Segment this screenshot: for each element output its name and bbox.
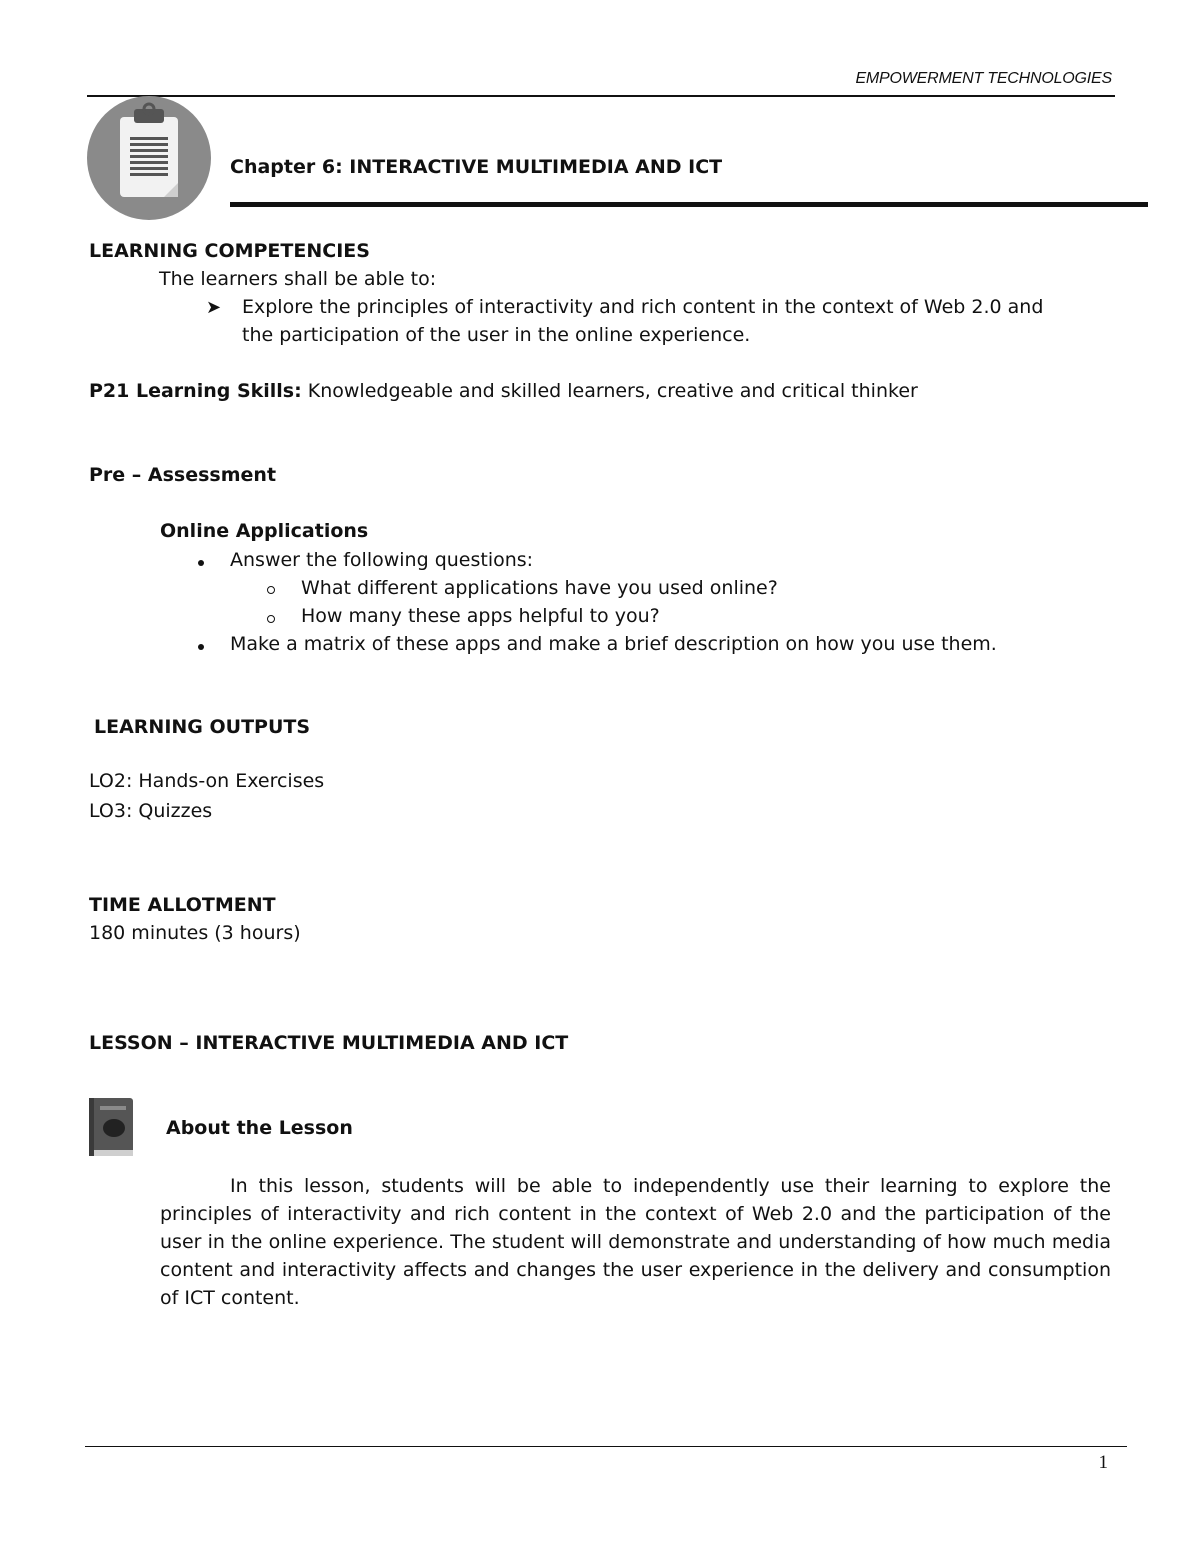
- learning-output-item: LO2: Hands-on Exercises: [89, 770, 325, 792]
- pre-assessment-sub-bullet-1: What different applications have you used online?: [301, 577, 778, 599]
- p21-text: Knowledgeable and skilled learners, creative and critical thinker: [307, 380, 918, 402]
- lesson-paragraph: [160, 1172, 1111, 1312]
- time-allotment-heading: TIME ALLOTMENT: [89, 894, 276, 916]
- learning-outputs-heading: LEARNING OUTPUTS: [94, 716, 311, 738]
- competency-item-line1: Explore the principles of interactivity and rich content in the context of Web 2.0 and: [242, 296, 1044, 318]
- pre-assessment-bullet-2: Make a matrix of these apps and make a brief description on how you use them.: [230, 633, 997, 655]
- chapter-title: Chapter 6: INTERACTIVE MULTIMEDIA AND ICT: [230, 156, 723, 178]
- running-header: EMPOWERMENT TECHNOLOGIES: [855, 70, 1112, 87]
- p21-skills: [89, 380, 918, 402]
- book-icon: [88, 1096, 136, 1158]
- lesson-paragraph-text: In this lesson, students will be able to independently use their learning to explore the principles of interactivity and rich content in the context of Web 2.0 and the participation of the user in the online experience. The student will demonstrate and understanding of how much media content and interactivity affects and changes the user experience in the delivery and consumption of ICT content.: [160, 1175, 1111, 1309]
- page-number: 1: [1098, 1452, 1108, 1473]
- clipboard-icon: [86, 95, 212, 221]
- ring-bullet-icon: [267, 586, 275, 594]
- pre-assessment-heading: Pre – Assessment: [89, 464, 277, 486]
- chapter-rule: [230, 202, 1148, 207]
- time-allotment-value: 180 minutes (3 hours): [89, 922, 301, 944]
- header-rule: [87, 95, 1115, 97]
- arrow-bullet-icon: ➤: [206, 297, 222, 318]
- learning-output-item: LO3: Quizzes: [89, 800, 213, 822]
- competencies-intro: The learners shall be able to:: [159, 268, 437, 290]
- competencies-heading: LEARNING COMPETENCIES: [89, 240, 370, 262]
- online-applications-heading: Online Applications: [160, 520, 369, 542]
- lesson-heading: LESSON – INTERACTIVE MULTIMEDIA AND ICT: [89, 1032, 569, 1054]
- about-lesson-heading: About the Lesson: [166, 1117, 353, 1139]
- pre-assessment-sub-bullet-2: How many these apps helpful to you?: [301, 605, 660, 627]
- bullet-dot-icon: [198, 560, 204, 566]
- bullet-dot-icon: [198, 644, 204, 650]
- ring-bullet-icon: [267, 615, 275, 623]
- competency-item-line2: the participation of the user in the online experience.: [242, 324, 751, 346]
- pre-assessment-bullet-1: Answer the following questions:: [230, 549, 534, 571]
- footer-rule: [85, 1446, 1127, 1447]
- p21-label: P21 Learning Skills:: [89, 380, 302, 402]
